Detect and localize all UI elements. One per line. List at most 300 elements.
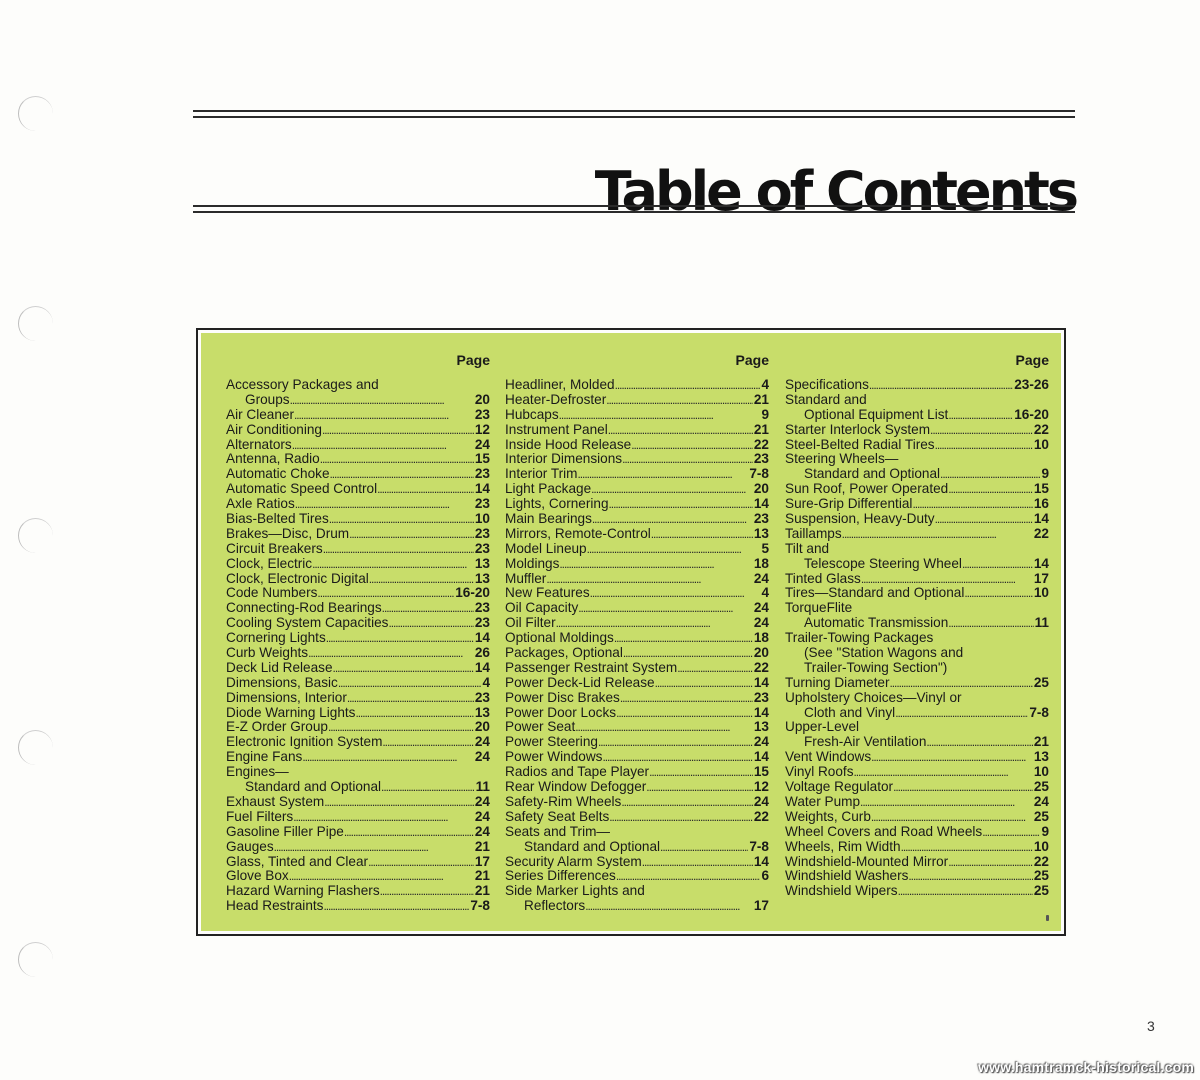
toc-entry-page: 23: [474, 615, 490, 631]
page-column-header: Page: [456, 352, 490, 368]
toc-entry: [226, 586, 490, 601]
toc-entry: [226, 691, 490, 706]
top-rule: [193, 110, 1075, 112]
toc-entry-page: 10: [1033, 838, 1049, 854]
toc-entry-label: Steel-Belted Radial Tires: [785, 436, 935, 452]
toc-entry: [226, 795, 490, 810]
toc-entry-label: Oil Capacity: [505, 600, 579, 616]
toc-entry: [505, 631, 769, 646]
toc-entry: [785, 869, 1049, 884]
leader-dots: [901, 840, 1033, 855]
toc-entry-page: 20: [753, 645, 769, 661]
toc-entry-page: [1048, 631, 1049, 646]
toc-entry-label: Vent Windows: [785, 749, 872, 765]
leader-dots: [290, 393, 474, 408]
toc-entry-label: Main Bearings: [505, 511, 592, 527]
toc-entry-label: Heater-Defroster: [505, 391, 607, 407]
toc-entry-label: Passenger Restraint System: [505, 659, 678, 675]
toc-entry-label: Automatic Choke: [226, 466, 330, 482]
toc-entry: [505, 542, 769, 557]
leader-dots: [631, 438, 753, 453]
toc-entry: [785, 378, 1049, 393]
leader-dots: [308, 646, 474, 661]
toc-entry: [785, 720, 1049, 735]
toc-entry-label: Clock, Electronic Digital: [226, 570, 369, 586]
leader-dots: [890, 676, 1033, 691]
print-speck: [1046, 915, 1049, 921]
toc-entry: [505, 557, 769, 572]
toc-entry: [785, 735, 1049, 750]
toc-entry: [226, 542, 490, 557]
toc-entry-page: 7-8: [749, 466, 769, 482]
toc-entry-label: Trailer-Towing Section"): [804, 659, 948, 675]
toc-entry-page: 24: [753, 600, 769, 616]
toc-entry: [226, 408, 490, 423]
toc-entry: [785, 795, 1049, 810]
toc-entry-page: [1048, 393, 1049, 408]
toc-entry: [226, 631, 490, 646]
toc-entry-label: Moldings: [505, 555, 560, 571]
leader-dots: [575, 720, 753, 735]
toc-entry: [226, 423, 490, 438]
toc-entry-label: Upper-Level: [785, 719, 860, 735]
leader-dots: [329, 512, 474, 527]
toc-entry: [785, 810, 1049, 825]
watermark: www.hamtramck-historical.com: [978, 1059, 1194, 1075]
toc-entry-label: Fresh-Air Ventilation: [804, 734, 927, 750]
toc-entry-label: Telescope Steering Wheel: [804, 555, 962, 571]
toc-entry-label: Air Cleaner: [226, 406, 294, 422]
toc-entry-label: Security Alarm System: [505, 853, 642, 869]
toc-entry-label: Standard and Optional: [524, 838, 661, 854]
toc-entry: [226, 393, 490, 408]
leader-dots: [338, 676, 482, 691]
leader-dots: [598, 735, 753, 750]
leader-dots: [349, 527, 474, 542]
toc-entry-page: 4: [482, 674, 490, 690]
toc-entry-page: 23: [474, 406, 490, 422]
toc-entry-page: 23-26: [1014, 377, 1049, 392]
toc-entry-label: Voltage Regulator: [785, 779, 894, 795]
toc-entry: [505, 899, 769, 914]
toc-entry-page: 22: [753, 436, 769, 452]
leader-dots: [893, 780, 1033, 795]
toc-entry-page: 7-8: [1029, 704, 1049, 720]
toc-entry-label: Windshield Wipers: [785, 883, 898, 899]
toc-entry: [226, 884, 490, 899]
toc-entry-page: 21: [753, 391, 769, 407]
toc-entry-page: 15: [753, 764, 769, 780]
toc-entry-label: Connecting-Rod Bearings: [226, 600, 382, 616]
toc-entry-page: [1048, 542, 1049, 557]
toc-entry: [785, 855, 1049, 870]
toc-entry: [505, 706, 769, 721]
leader-dots: [869, 378, 1013, 393]
bottom-rule: [193, 205, 1075, 207]
toc-entry-page: 10: [1033, 764, 1049, 780]
leader-dots: [585, 899, 753, 914]
toc-entry-label: Optional Moldings: [505, 630, 614, 646]
top-rule: [193, 116, 1075, 118]
toc-entry-page: 14: [474, 659, 490, 675]
toc-entry: [505, 676, 769, 691]
toc-entry: [226, 512, 490, 527]
toc-entry-page: 23: [474, 525, 490, 541]
toc-entry: [505, 467, 769, 482]
toc-entry-page: 25: [1033, 674, 1049, 690]
leader-dots: [616, 706, 753, 721]
toc-column: [785, 353, 1049, 899]
toc-entry-label: Instrument Panel: [505, 421, 608, 437]
toc-entry-page: 13: [753, 525, 769, 541]
leader-dots: [559, 408, 761, 423]
toc-entry-label: Radios and Tape Player: [505, 764, 650, 780]
toc-entry-label: Starter Interlock System: [785, 421, 931, 437]
toc-entry-page: 23: [474, 600, 490, 616]
toc-entry-label: Exhaust System: [226, 793, 325, 809]
toc-entry: [505, 735, 769, 750]
toc-entry: [226, 899, 490, 914]
leader-dots: [842, 527, 1033, 542]
toc-entry-page: 20: [474, 719, 490, 735]
leader-dots: [344, 825, 474, 840]
toc-entry-label: Alternators: [226, 436, 292, 452]
toc-entry-page: 22: [1033, 853, 1049, 869]
toc-entry-label: Water Pump: [785, 793, 861, 809]
toc-column: [226, 353, 490, 914]
toc-entry-label: Electronic Ignition System: [226, 734, 383, 750]
toc-entry-page: 21: [753, 421, 769, 437]
toc-entry-page: 15: [1033, 481, 1049, 497]
leader-dots: [322, 423, 474, 438]
toc-entry-page: 12: [753, 779, 769, 795]
leader-dots: [578, 601, 753, 616]
toc-entry-page: 25: [1033, 808, 1049, 824]
leader-dots: [623, 646, 753, 661]
toc-entry: [226, 765, 490, 780]
toc-entry-label: Interior Dimensions: [505, 451, 623, 467]
toc-entry: [226, 706, 490, 721]
toc-entry-page: 16: [1033, 496, 1049, 512]
toc-entry: [226, 735, 490, 750]
toc-entry: [505, 527, 769, 542]
toc-entry-page: 17: [753, 898, 769, 914]
toc-entry-label: Reflectors: [524, 898, 586, 914]
leader-dots: [962, 557, 1033, 572]
toc-entry-label: Tires—Standard and Optional: [785, 585, 965, 601]
toc-entry-label: Wheel Covers and Road Wheels: [785, 823, 983, 839]
toc-entry: [785, 482, 1049, 497]
toc-entry-label: Tilt and: [785, 540, 830, 556]
toc-entry-page: 24: [753, 570, 769, 586]
leader-dots: [587, 542, 761, 557]
toc-entry: [505, 855, 769, 870]
leader-dots: [377, 482, 474, 497]
leader-dots: [982, 825, 1040, 840]
leader-dots: [964, 586, 1033, 601]
toc-entry-label: Diode Warning Lights: [226, 704, 356, 720]
toc-entry-label: Fuel Filters: [226, 808, 294, 824]
toc-entry-label: Air Conditioning: [226, 421, 322, 437]
toc-entry: [785, 706, 1049, 721]
toc-entry: [505, 691, 769, 706]
toc-entry-label: Glass, Tinted and Clear: [226, 853, 369, 869]
toc-entry: [226, 750, 490, 765]
toc-entry-label: Headliner, Molded: [505, 377, 615, 392]
leader-dots: [380, 884, 474, 899]
toc-entry-page: [1048, 646, 1049, 661]
toc-entry-page: 21: [1033, 734, 1049, 750]
toc-entry-page: 25: [1033, 868, 1049, 884]
toc-entry-page: 24: [753, 734, 769, 750]
leader-dots: [602, 750, 752, 765]
toc-entry-label: Power Door Locks: [505, 704, 617, 720]
toc-entry-label: Upholstery Choices—Vinyl or: [785, 689, 962, 705]
toc-entry-label: Automatic Speed Control: [226, 481, 378, 497]
toc-entry: [785, 423, 1049, 438]
leader-dots: [895, 706, 1028, 721]
leader-dots: [323, 899, 469, 914]
binder-hole: [18, 730, 53, 765]
toc-entry: [785, 631, 1049, 646]
toc-entry: [505, 646, 769, 661]
toc-entry-label: Mirrors, Remote-Control: [505, 525, 651, 541]
toc-entry-label: Safety-Rim Wheels: [505, 793, 622, 809]
toc-entry-page: 9: [761, 406, 769, 422]
toc-entry-label: Groups: [245, 391, 290, 407]
toc-entry-label: Dimensions, Interior: [226, 689, 347, 705]
toc-entry: [505, 452, 769, 467]
toc-entry-label: Muffler: [505, 570, 547, 586]
toc-entry-page: 13: [1033, 749, 1049, 765]
toc-entry: [505, 482, 769, 497]
toc-entry: [505, 616, 769, 631]
toc-panel: [196, 328, 1066, 936]
toc-entry-label: Power Steering: [505, 734, 598, 750]
leader-dots: [614, 631, 753, 646]
leader-dots: [861, 572, 1033, 587]
toc-entry: [505, 840, 769, 855]
toc-entry: [785, 676, 1049, 691]
leader-dots: [860, 795, 1033, 810]
toc-entry-page: 24: [474, 793, 490, 809]
toc-entry: [226, 869, 490, 884]
toc-entry-label: Brakes—Disc, Drum: [226, 525, 350, 541]
toc-panel-fill: [201, 333, 1061, 931]
toc-entry-page: 22: [1033, 525, 1049, 541]
toc-entry-label: Power Seat: [505, 719, 576, 735]
toc-entry-label: Hazard Warning Flashers: [226, 883, 380, 899]
toc-entry-page: 23: [474, 466, 490, 482]
toc-entry-label: Standard and Optional: [245, 779, 382, 795]
toc-entry-label: Bias-Belted Tires: [226, 511, 329, 527]
toc-entry: [226, 601, 490, 616]
toc-entry-page: 23: [474, 540, 490, 556]
toc-entry-label: Engine Fans: [226, 749, 303, 765]
toc-entry-page: [489, 765, 490, 780]
toc-entry-label: TorqueFlite: [785, 600, 853, 616]
toc-entry-page: 10: [1033, 585, 1049, 601]
toc-entry: [785, 467, 1049, 482]
toc-entry: [226, 572, 490, 587]
toc-entry-label: (See "Station Wagons and: [804, 645, 964, 661]
toc-entry: [226, 780, 490, 795]
toc-entry: [505, 393, 769, 408]
toc-entry: [785, 438, 1049, 453]
toc-entry-page: 21: [474, 838, 490, 854]
leader-dots: [368, 855, 474, 870]
toc-entry-page: 14: [1033, 555, 1049, 571]
toc-entry-page: 14: [753, 704, 769, 720]
toc-entry: [785, 512, 1049, 527]
toc-entry-page: 13: [474, 704, 490, 720]
leader-dots: [382, 735, 473, 750]
toc-entry-label: Windshield Washers: [785, 868, 909, 884]
leader-dots: [940, 467, 1040, 482]
toc-entry-page: 10: [1033, 436, 1049, 452]
toc-entry: [226, 557, 490, 572]
toc-entry-label: Circuit Breakers: [226, 540, 323, 556]
leader-dots: [382, 601, 474, 616]
toc-entry-label: Glove Box: [226, 868, 289, 884]
leader-dots: [302, 750, 474, 765]
toc-entries: [226, 378, 490, 914]
toc-entry: [505, 497, 769, 512]
leader-dots: [556, 616, 753, 631]
leader-dots: [908, 869, 1032, 884]
leader-dots: [369, 572, 474, 587]
leader-dots: [312, 557, 474, 572]
toc-entry-page: 18: [753, 630, 769, 646]
toc-entry-page: 25: [1033, 883, 1049, 899]
toc-entry-page: 13: [474, 570, 490, 586]
toc-entry-page: 22: [1033, 421, 1049, 437]
toc-entry: [785, 393, 1049, 408]
toc-entry-label: Standard and Optional: [804, 466, 941, 482]
toc-entry-label: Sure-Grip Differential: [785, 496, 913, 512]
toc-entry-page: [489, 378, 490, 393]
toc-entry-page: 4: [761, 377, 769, 392]
toc-entry: [505, 586, 769, 601]
toc-entry: [226, 467, 490, 482]
toc-entry: [226, 720, 490, 735]
toc-entry: [785, 884, 1049, 899]
toc-entry-page: 25: [1033, 779, 1049, 795]
leader-dots: [559, 557, 752, 572]
toc-entry-label: Cloth and Vinyl: [804, 704, 896, 720]
toc-entry: [505, 750, 769, 765]
toc-entry: [505, 869, 769, 884]
toc-entry-label: Accessory Packages and: [226, 377, 379, 392]
toc-entry-label: Vinyl Roofs: [785, 764, 854, 780]
toc-entry-label: E-Z Order Group: [226, 719, 328, 735]
toc-entry-page: 11: [475, 779, 490, 795]
toc-entry: [505, 438, 769, 453]
leader-dots: [330, 467, 474, 482]
toc-entry: [785, 601, 1049, 616]
toc-entry-page: 26: [474, 645, 490, 661]
toc-entry-page: 14: [753, 674, 769, 690]
leader-dots: [609, 810, 753, 825]
leader-dots: [930, 423, 1033, 438]
toc-entry: [505, 512, 769, 527]
leader-dots: [621, 795, 753, 810]
toc-entry: [505, 720, 769, 735]
toc-entry-page: 24: [474, 749, 490, 765]
toc-entry-page: 16-20: [455, 585, 490, 601]
toc-entries: [785, 378, 1049, 899]
toc-entry: [785, 840, 1049, 855]
leader-dots: [615, 378, 761, 393]
leader-dots: [871, 750, 1033, 765]
toc-entry-page: [1048, 601, 1049, 616]
leader-dots: [320, 452, 474, 467]
toc-entry-label: Side Marker Lights and: [505, 883, 645, 899]
toc-entry: [785, 646, 1049, 661]
toc-entry: [226, 452, 490, 467]
leader-dots: [935, 512, 1033, 527]
toc-entry-label: Optional Equipment List: [804, 406, 949, 422]
toc-entry: [505, 825, 769, 840]
toc-entry: [505, 661, 769, 676]
leader-dots: [646, 780, 753, 795]
toc-entry-page: [1048, 720, 1049, 735]
toc-entry: [226, 378, 490, 393]
toc-entry-page: 11: [1034, 615, 1049, 631]
leader-dots: [326, 631, 474, 646]
leader-dots: [590, 586, 761, 601]
toc-entry: [226, 482, 490, 497]
toc-entry-label: Engines—: [226, 764, 289, 780]
toc-entry-label: Hubcaps: [505, 406, 559, 422]
toc-entry-label: Gasoline Filler Pipe: [226, 823, 344, 839]
toc-entry-page: 18: [753, 555, 769, 571]
leader-dots: [592, 512, 753, 527]
toc-entry: [785, 497, 1049, 512]
leader-dots: [292, 438, 474, 453]
toc-entry-page: 12: [474, 421, 490, 437]
toc-entry: [226, 438, 490, 453]
leader-dots: [660, 840, 748, 855]
leader-dots: [926, 735, 1032, 750]
toc-entry-label: Automatic Transmission: [804, 615, 949, 631]
toc-entry: [226, 527, 490, 542]
toc-entry-label: Light Package: [505, 481, 592, 497]
toc-entry-page: 17: [474, 853, 490, 869]
toc-entry-page: [1048, 661, 1049, 676]
page-column-header: Page: [1015, 352, 1049, 368]
binder-hole: [18, 306, 53, 341]
leader-dots: [294, 408, 474, 423]
leader-dots: [606, 393, 753, 408]
toc-entry-page: 17: [1033, 570, 1049, 586]
toc-entry-page: 22: [753, 808, 769, 824]
leader-dots: [328, 720, 474, 735]
toc-entry: [226, 840, 490, 855]
toc-entry-label: Clock, Electric: [226, 555, 313, 571]
toc-entry: [785, 586, 1049, 601]
toc-entry-label: Power Windows: [505, 749, 603, 765]
toc-entry: [226, 810, 490, 825]
leader-dots: [274, 840, 474, 855]
leader-dots: [608, 423, 753, 438]
toc-entry-label: Antenna, Radio: [226, 451, 320, 467]
leader-dots: [898, 884, 1033, 899]
toc-entry-page: [768, 884, 769, 899]
toc-entry-page: 14: [474, 630, 490, 646]
toc-entry-label: Lights, Cornering: [505, 496, 609, 512]
toc-entry-page: 13: [753, 719, 769, 735]
